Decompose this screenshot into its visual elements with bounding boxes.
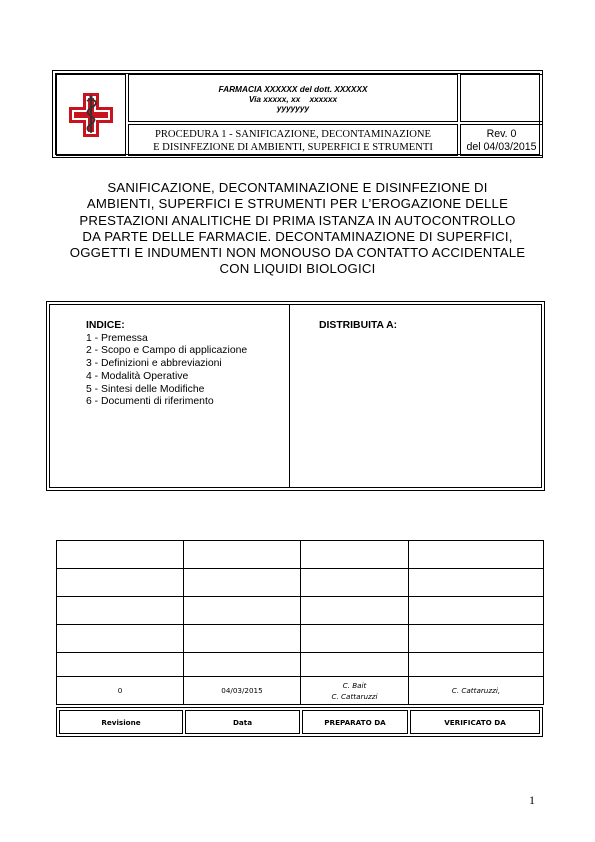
table-cell (409, 569, 544, 597)
index-list (86, 320, 247, 409)
column-header-verified: VERIFICATO DA (410, 710, 540, 734)
table-cell (301, 625, 409, 653)
header-blank-cell (460, 74, 543, 122)
revision-cell (460, 124, 543, 156)
table-row (57, 541, 544, 569)
table-cell (57, 569, 184, 597)
revision-table (56, 540, 544, 705)
table-row (57, 653, 544, 677)
table-cell (57, 541, 184, 569)
prepared-by-value (301, 677, 409, 705)
table-cell (409, 653, 544, 677)
column-header-prepared: PREPARATO DA (302, 710, 408, 734)
column-header-revision: Revisione (59, 710, 183, 734)
index-box-divider (289, 304, 290, 488)
pharmacy-name: FARMACIA XXXXXX del dott. XXXXXX (218, 84, 368, 94)
table-cell (57, 653, 184, 677)
index-box (46, 301, 545, 491)
procedure-title-line2: E DISINFEZIONE DI AMBIENTI, SUPERFICI E STRUMENTI (153, 142, 433, 153)
index-item: 5 - Sintesi delle Modifiche (86, 383, 205, 395)
table-cell (409, 597, 544, 625)
verified-by-value: C. Cattaruzzi, (409, 677, 544, 705)
index-item: 4 - Modalità Operative (86, 370, 189, 382)
document-header-frame (55, 73, 540, 155)
title-line: PRESTAZIONI ANALITICHE DI PRIMA ISTANZA IN AUTOCONTROLLO (79, 212, 516, 228)
table-cell (409, 625, 544, 653)
revision-date: del 04/03/2015 (466, 141, 537, 153)
table-cell (301, 541, 409, 569)
column-header-date: Data (185, 710, 300, 734)
prepared-by-name: C. Cattaruzzi (331, 691, 378, 701)
logo-cell (56, 74, 126, 156)
title-line: SANIFICAZIONE, DECONTAMINAZIONE E DISINFEZIONE DI (107, 180, 488, 195)
distribution-label: DISTRIBUITA A: (319, 320, 398, 331)
procedure-title-cell (128, 124, 458, 156)
table-cell (57, 597, 184, 625)
title-line: OGGETTI E INDUMENTI NON MONOUSO DA CONTATTO ACCIDENTALE (69, 245, 526, 261)
title-line: AMBIENTI, SUPERFICI E STRUMENTI PER L’EROGAZIONE DELLE (86, 196, 509, 212)
table-row (57, 597, 544, 625)
prepared-by-name: C. Bait (342, 680, 367, 690)
revision-number: Rev. 0 (486, 128, 517, 140)
document-title (30, 180, 565, 278)
revision-value: 0 (57, 677, 184, 705)
table-cell (57, 625, 184, 653)
table-cell (184, 597, 301, 625)
table-cell (184, 541, 301, 569)
pharmacy-address: Via xxxxx, xx xxxxxx (248, 93, 338, 104)
table-cell (184, 653, 301, 677)
index-item: 1 - Premessa (86, 332, 148, 344)
procedure-title-line1: PROCEDURA 1 - SANIFICAZIONE, DECONTAMINAZIONE (154, 129, 432, 140)
revision-table-footer (56, 707, 543, 737)
document-header (52, 70, 543, 158)
index-item: 3 - Definizioni e abbreviazioni (86, 358, 222, 370)
page-number: 1 (529, 793, 535, 807)
table-cell (184, 569, 301, 597)
table-cell (301, 597, 409, 625)
title-line: CON LIQUIDI BIOLOGICI (219, 261, 376, 277)
table-cell (184, 625, 301, 653)
pharmacy-city: yyyyyyy (276, 103, 310, 113)
table-cell (409, 541, 544, 569)
index-heading: INDICE: (86, 320, 125, 331)
table-row (57, 569, 544, 597)
title-line: DA PARTE DELLE FARMACIE. DECONTAMINAZIONE DI SUPERFICI, (82, 228, 513, 244)
pharmacy-info-cell (128, 74, 458, 122)
table-cell (301, 653, 409, 677)
date-value: 04/03/2015 (184, 677, 301, 705)
table-row (57, 625, 544, 653)
revision-data-row (57, 677, 544, 705)
table-cell (301, 569, 409, 597)
index-item: 2 - Scopo e Campo di applicazione (86, 345, 248, 357)
index-item: 6 - Documenti di riferimento (86, 396, 214, 408)
pharmacy-cross-caduceus-icon (67, 92, 115, 138)
